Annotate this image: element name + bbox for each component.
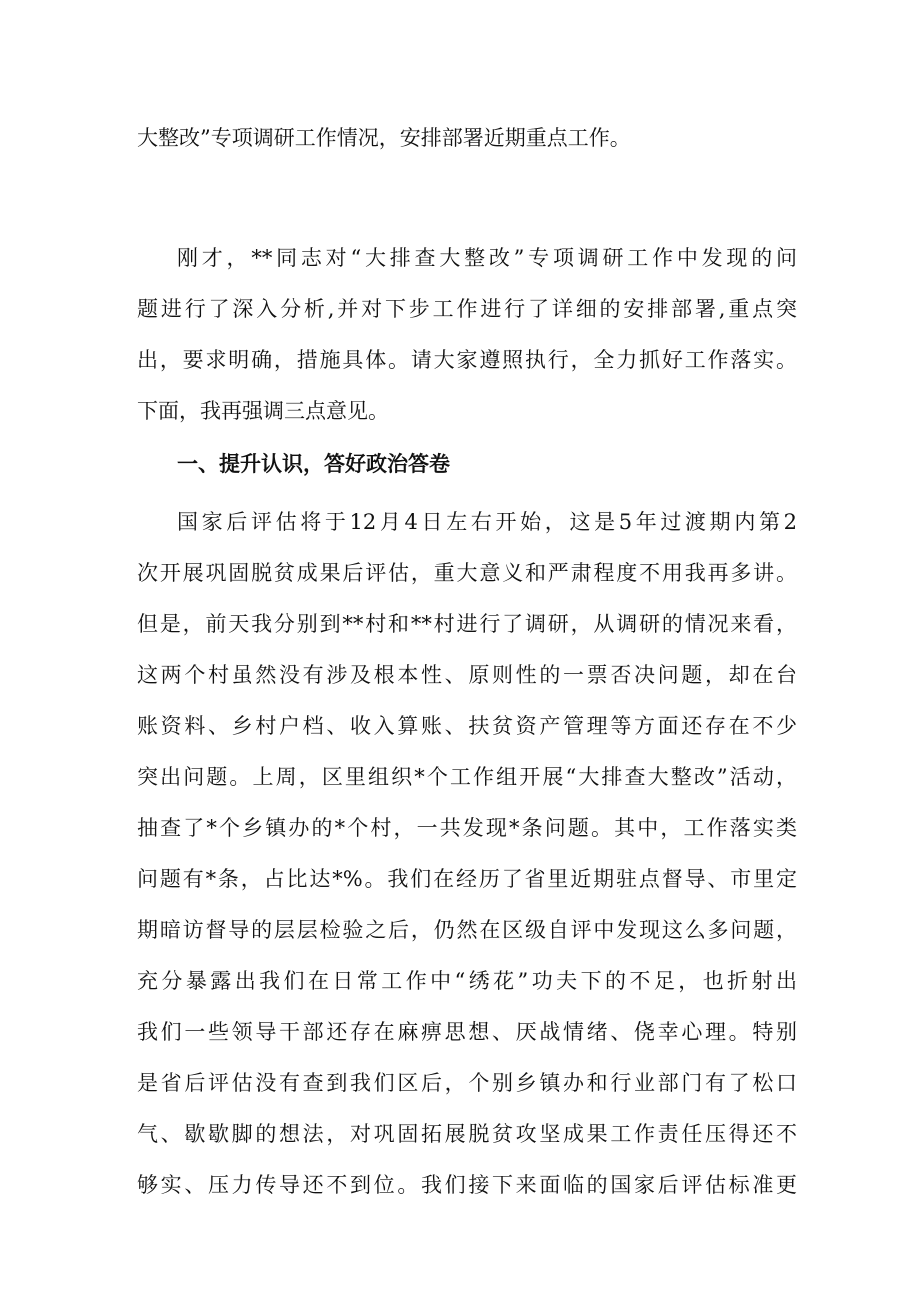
paragraph-line: 国家后评估将于12月4日左右开始，这是5年过渡期内第2	[177, 510, 797, 534]
paragraph-line: 大整改”专项调研工作情况，安排部署近期重点工作。	[137, 126, 631, 150]
paragraph-line: 次开展巩固脱贫成果后评估，重大意义和严肃程度不用我再多讲。	[137, 561, 797, 585]
paragraph-line: 刚才，**同志对“大排查大整改”专项调研工作中发现的问	[177, 246, 797, 270]
paragraph-line: 突出问题。上周，区里组织*个工作组开展“大排查大整改”活动，	[137, 765, 797, 789]
paragraph-line: 是省后评估没有查到我们区后，个别乡镇办和行业部门有了松口	[137, 1071, 797, 1095]
section-heading: 一、提升认识，答好政治答卷	[177, 452, 450, 476]
paragraph-line: 题进行了深入分析,并对下步工作进行了详细的安排部署,重点突	[137, 297, 797, 321]
paragraph-line: 期暗访督导的层层检验之后，仍然在区级自评中发现这么多问题，	[137, 918, 797, 942]
paragraph-line: 问题有*条，占比达*%。我们在经历了省里近期驻点督导、市里定	[137, 867, 797, 891]
paragraph-line: 账资料、乡村户档、收入算账、扶贫资产管理等方面还存在不少	[137, 714, 797, 738]
paragraph-line: 充分暴露出我们在日常工作中“绣花”功夫下的不足，也折射出	[137, 969, 797, 993]
paragraph-line: 下面，我再强调三点意见。	[137, 399, 389, 423]
paragraph-line: 我们一些领导干部还存在麻痹思想、厌战情绪、侥幸心理。特别	[137, 1020, 797, 1044]
paragraph-line: 出，要求明确，措施具体。请大家遵照执行，全力抓好工作落实。	[137, 348, 797, 372]
paragraph-line: 但是，前天我分别到**村和**村进行了调研，从调研的情况来看，	[137, 612, 797, 636]
paragraph-line: 抽查了*个乡镇办的*个村，一共发现*条问题。其中，工作落实类	[137, 816, 797, 840]
paragraph-line: 气、歇歇脚的想法，对巩固拓展脱贫攻坚成果工作责任压得还不	[137, 1122, 797, 1146]
paragraph-line: 够实、压力传导还不到位。我们接下来面临的国家后评估标准更	[137, 1173, 797, 1197]
paragraph-line: 这两个村虽然没有涉及根本性、原则性的一票否决问题，却在台	[137, 663, 797, 687]
